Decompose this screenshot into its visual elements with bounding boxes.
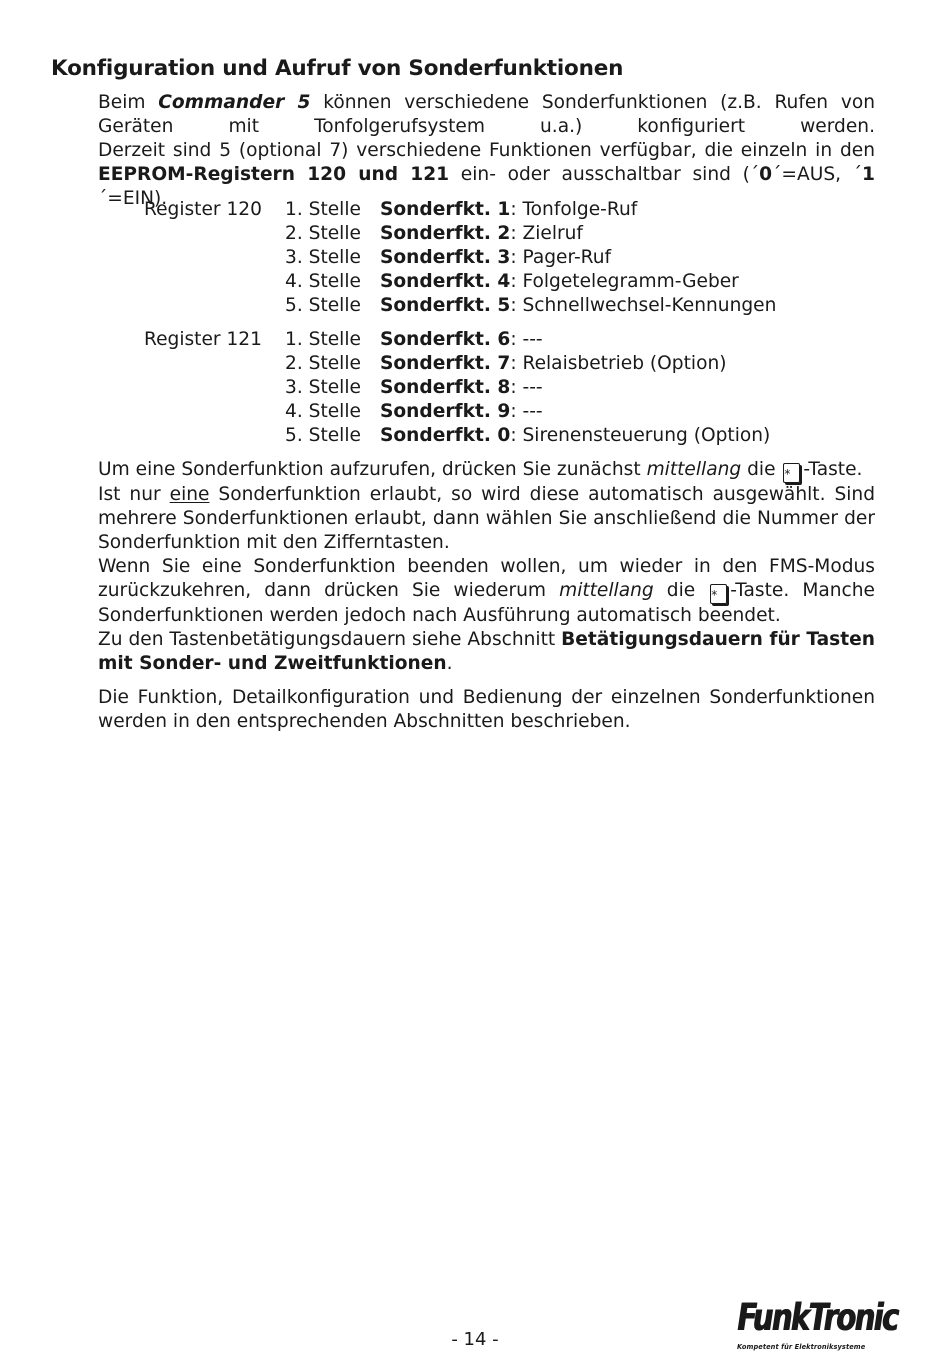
page-number: - 14 - xyxy=(451,1329,499,1350)
function-number: Sonderfkt. 3 xyxy=(380,247,511,268)
underlined-text: eine xyxy=(169,484,210,505)
usage-text: Zu den Tastenbetätigungsdauern siehe Abschnitt xyxy=(98,629,562,650)
function-number: Sonderfkt. 7 xyxy=(380,353,511,374)
usage-paragraph-2 xyxy=(98,483,875,555)
intro-text: Beim xyxy=(98,92,159,113)
register-position: 3. Stelle xyxy=(285,247,361,268)
function-number: Sonderfkt. 5 xyxy=(380,295,511,316)
register-function xyxy=(380,270,739,294)
company-logo xyxy=(737,1294,898,1351)
function-description: : --- xyxy=(510,401,543,422)
intro-text: ´=AUS, ´ xyxy=(772,164,863,185)
register-position: 1. Stelle xyxy=(285,199,361,220)
function-description: : Sirenensteuerung (Option) xyxy=(510,425,771,446)
usage-section xyxy=(98,458,875,676)
intro-paragraph-1 xyxy=(98,91,875,139)
function-description: : Relaisbetrieb (Option) xyxy=(510,353,727,374)
function-description: : Pager-Ruf xyxy=(510,247,612,268)
intro-text: Derzeit sind 5 (optional 7) verschiedene Funktionen verfügbar, die einzeln in den xyxy=(98,140,875,161)
star-key-icon: * xyxy=(783,463,800,483)
register-position: 4. Stelle xyxy=(285,271,361,292)
register-position: 5. Stelle xyxy=(285,425,361,446)
register-function xyxy=(380,294,776,318)
function-description: : --- xyxy=(510,329,543,350)
register-function xyxy=(380,246,611,270)
register-function xyxy=(380,400,543,424)
usage-paragraph-3 xyxy=(98,555,875,628)
product-name: Commander 5 xyxy=(158,92,311,113)
usage-text: . xyxy=(446,653,453,674)
function-number: Sonderfkt. 0 xyxy=(380,425,511,446)
register-position: 5. Stelle xyxy=(285,295,361,316)
usage-paragraph-1 xyxy=(98,458,875,483)
usage-text: -Taste. Manche Sonderfunktionen werden jedoch nach Ausführung automatisch beendet. xyxy=(98,580,875,626)
register-name: Register 121 xyxy=(144,329,262,350)
logo-wordmark: FunkTronic xyxy=(737,1294,898,1339)
intro-text: ´=EIN). xyxy=(98,188,168,209)
function-number: Sonderfkt. 4 xyxy=(380,271,511,292)
intro-text: ein- oder ausschaltbar sind (´ xyxy=(449,164,760,185)
star-key-icon: * xyxy=(710,584,727,604)
value-on: 1 xyxy=(862,164,875,185)
usage-text: Um eine Sonderfunktion aufzurufen, drücken Sie zunächst xyxy=(98,459,647,480)
value-off: 0 xyxy=(759,164,773,185)
emphasis-text: mittellang xyxy=(559,580,654,601)
page-heading: Konfiguration und Aufruf von Sonderfunktionen xyxy=(51,56,624,81)
register-function xyxy=(380,352,726,376)
function-description: : Zielruf xyxy=(510,223,583,244)
register-function xyxy=(380,328,543,352)
usage-text: Ist nur xyxy=(98,484,170,505)
function-description: : Schnellwechsel-Kennungen xyxy=(510,295,777,316)
usage-paragraph-4 xyxy=(98,628,875,676)
register-position: 2. Stelle xyxy=(285,353,361,374)
function-number: Sonderfkt. 1 xyxy=(380,199,511,220)
register-position: 1. Stelle xyxy=(285,329,361,350)
intro-section xyxy=(98,91,875,211)
section-reference: Betätigungsdauern für Tasten mit Sonder- und Zweitfunktionen xyxy=(98,629,875,674)
closing-section xyxy=(98,686,875,734)
function-number: Sonderfkt. 6 xyxy=(380,329,511,350)
intro-text: können verschiedene Sonderfunktionen (z.B. Rufen von Geräten mit Tonfolgerufsystem u.a.) konfiguriert werden. xyxy=(98,92,875,137)
register-function xyxy=(380,222,583,246)
closing-paragraph: Die Funktion, Detailkonfiguration und Bedienung der einzelnen Sonderfunktionen werden in den entsprechenden Abschnitten beschrieben. xyxy=(98,687,875,732)
register-position: 4. Stelle xyxy=(285,401,361,422)
function-number: Sonderfkt. 9 xyxy=(380,401,511,422)
register-position: 2. Stelle xyxy=(285,223,361,244)
register-position: 3. Stelle xyxy=(285,377,361,398)
register-function xyxy=(380,424,770,448)
register-function xyxy=(380,198,637,222)
eeprom-registers-ref: EEPROM-Registern 120 und 121 xyxy=(98,164,450,185)
register-function xyxy=(380,376,543,400)
function-number: Sonderfkt. 2 xyxy=(380,223,511,244)
usage-text: -Taste. xyxy=(803,459,863,480)
function-description: : Tonfolge-Ruf xyxy=(510,199,638,220)
function-description: : Folgetelegramm-Geber xyxy=(510,271,739,292)
usage-text: die xyxy=(653,580,709,601)
usage-text: Sonderfunktion erlaubt, so wird diese automatisch ausgewählt. Sind mehrere Sonderfunktionen erlaubt, dann wählen Sie anschließend die Nummer der Sonderfunktion mit den Zifferntasten. xyxy=(98,484,876,553)
register-name: Register 120 xyxy=(144,199,262,220)
usage-text: Wenn Sie eine Sonderfunktion beenden wollen, um wieder in den FMS-Modus zurückzukehren, dann drücken Sie wiederum xyxy=(98,556,875,601)
function-description: : --- xyxy=(510,377,543,398)
logo-tagline: Kompetent für Elektroniksysteme xyxy=(737,1343,866,1351)
usage-text: die xyxy=(741,459,782,480)
emphasis-text: mittellang xyxy=(646,459,742,480)
function-number: Sonderfkt. 8 xyxy=(380,377,511,398)
